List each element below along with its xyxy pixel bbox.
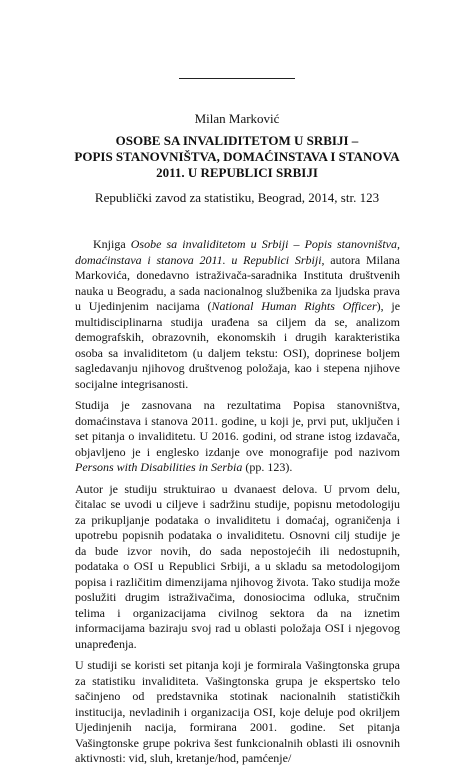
book-title-line: 2011. U REPUBLICI SRBIJI — [156, 165, 318, 180]
text-span: (pp. 123). — [242, 460, 293, 474]
reviewer-name: Milan Marković — [194, 111, 280, 126]
text-span: ), je multidisciplinarna studija urađena sa ciljem da se, analizom demografskih, obrazovnih, ekonomskih i drugih karakteristika osoba sa invaliditetom (u daljem tekstu: OSI), doprinese boljem sagledavanju njihovog društvenog položaja, kao i stepena njihove socijalne integrisanosti. — [75, 299, 401, 391]
header-rule — [179, 78, 295, 79]
paragraph: Autor je studiju struktuirao u dvanaest delova. U prvom delu, čitalac se uvodi u ciljeve i sadržinu studije, popisnu metodologiju za prikupljanje podataka o invaliditetu i domaćaj, ograničenja i upotrebu popisnih podataka o invaliditetu. Osnovni cilj studije je da bude izvor novih, do sada nepostojećih ili nedostupnih, podataka o OSI u Republici Srbiji, a u skladu sa metodologijom popisa i različitim dimenzijama njihovog života. Tako studija može poslužiti drugim istraživačima, donosiocima odluka, stručnim telima i organizacijama civilnog sektora da na iznetim informacijama baziraju svoj rad u oblasti položaja OSI i njegovog unapređenja. — [75, 481, 400, 651]
paragraph — [75, 398, 400, 476]
paragraph — [75, 237, 400, 392]
paragraph: U studiji se koristi set pitanja koji je formirala Vašingtonska grupa za statistiku invaliditeta. Vašingtonska grupa je ekspertsko telo sačinjeno od predstavnika stotinak nacionalnih statističkih institucija, nevladinih i organizacija OSI, koje deluje pod okriljem Ujedinjenih nacija, formirana 2001. godine. Set pitanja Vašingtonske grupe pokriva šest funkcionalnih oblasti ili osnovnih aktivnosti: vid, sluh, kretanje/hod, pamćenje/ — [75, 658, 400, 765]
italic-book-title: Osobe sa invaliditetom u Srbiji – Popis stanovništva, domaćinstava i stanova 2011. u Republici Srbiji — [75, 237, 400, 267]
book-title-line: POPIS STANOVNIŠTVA, DOMAĆINSTAVA I STANOVA — [74, 149, 400, 164]
book-title-line: OSOBE SA INVALIDITETOM U SRBIJI – — [115, 133, 359, 148]
review-body — [75, 237, 400, 773]
book-title — [20, 133, 454, 181]
text-span: Knjiga — [93, 237, 131, 251]
italic-english-title: Persons with Disabilities in Serbia — [75, 460, 243, 474]
text-span: , autora Milana Markovića, donedavno istraživača-saradnika Instituta društvenih nauka u Beogradu, a sada nacionalnog službenika za ljudska prava u Ujedinjenim nacijama ( — [75, 252, 400, 313]
publication-info: Republički zavod za statistiku, Beograd, 2014, str. 123 — [94, 190, 380, 205]
text-span: Studija je zasnovana na rezultatima Popisa stanovništva, domaćinstava i stanova 2011. godine, u koji je, prvi put, uključen i set pitanja o invaliditetu. U 2016. godini, od strane istog izdavača, objavljeno je i englesko izdanje ove monografije pod nazivom — [75, 398, 400, 459]
italic-position-title: National Human Rights Officer — [211, 299, 377, 313]
